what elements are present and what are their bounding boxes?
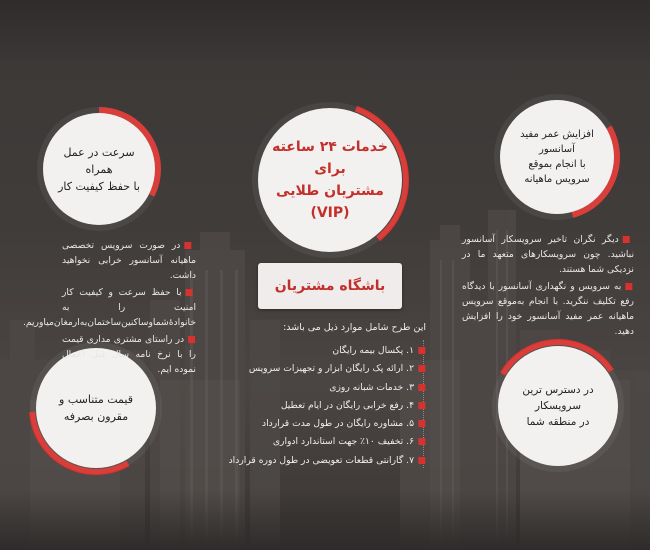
benefit-4: ۴. رفع خرابی رایگان در ایام تعطیل [280, 399, 414, 411]
bottom-dark-band [0, 490, 650, 550]
price-line-1: قیمت متناسب و [59, 393, 133, 406]
list-item: ■ ۱. پکسال بیمه رایگان [332, 345, 426, 356]
price-line-2: مقرون بصرفه [63, 410, 129, 423]
left-p3: در راستای مشتری مداری قیمت را با نرخ نامه سال قبل اعمال نموده ایم. [62, 334, 196, 375]
lifespan-line-3: با انجام بموقع [528, 159, 586, 170]
club-intro: این طرح شامل موارد ذیل می باشد: [283, 322, 426, 333]
vip-line-2: برای [314, 161, 346, 177]
list-item: ■ ۶. تخفیف ۱۰٪ جهت استاندارد ادواری [272, 436, 426, 448]
benefit-1: ۱. پکسال بیمه رایگان [332, 345, 414, 356]
availability-line-1: در دسترس ترین [522, 384, 594, 396]
list-item: ■ ۴. رفع خرابی رایگان در ایام تعطیل [280, 399, 426, 411]
speed-quality-circle [43, 113, 155, 225]
vip-line-1: خدمات ۲۴ ساعته [272, 139, 388, 155]
vip-line-3: مشتریان طلایی (VIP) [276, 183, 384, 221]
list-item: ■ ۳. خدمات شبانه روزی [329, 381, 426, 393]
right-paragraph: ■به سرویس و نگهداری آسانسور با دیدگاه رفع تکلیف ننگرید. با انجام به‌موقع سرویس ماهیانه عمر مفید آسانسور خود را افزایش دهید. [462, 281, 634, 337]
lifespan-line-4: سرویس ماهیانه [524, 174, 590, 185]
right-paragraph: ■دیگر نگران تاخیر سرویسکار آسانسور نباشید. چون سرویسکارهای متعهد ما در نزدیکی شما هستند. [462, 234, 635, 275]
lifespan-line-2: آسانسور [539, 144, 575, 155]
left-text-block [22, 238, 197, 379]
benefit-7: ۷. گارانتی قطعات تعویضی در طول دوره قرارداد [228, 454, 414, 466]
availability-circle [498, 346, 618, 466]
benefit-2: ۲. ارائه پک رایگان ابزار و تجهیزات سرویس [248, 363, 414, 375]
vip-services-circle [258, 108, 402, 252]
benefit-3: ۳. خدمات شبانه روزی [329, 381, 414, 393]
speed-line-2: با حفظ کیفیت کار [58, 179, 140, 193]
left-paragraph: ■با حفظ سرعت و کیفیت کار امنیت را به خانوادۀشماوساکنین‌ساختمان‌به‌ارمغان‌میاوریم. [22, 287, 196, 328]
right-text-block [462, 232, 634, 341]
lifespan-circle [500, 100, 614, 214]
club-benefits-list [229, 342, 426, 470]
benefit-6: ۶. تخفیف ۱۰٪ جهت استاندارد ادواری [272, 436, 414, 448]
speed-line-1: سرعت در عمل همراه [63, 145, 135, 176]
benefit-5: ۵. مشاوره رایگان در طول مدت قرارداد [262, 418, 414, 430]
left-paragraph: ■در راستای مشتری مداری قیمت را با نرخ نامه سال قبل اعمال نموده ایم. [62, 334, 197, 375]
list-item: ■ ۵. مشاوره رایگان در طول مدت قرارداد [262, 418, 426, 430]
list-item: ■ ۲. ارائه پک رایگان ابزار و تجهیزات سرویس [248, 363, 426, 375]
availability-line-2: سرویسکار [534, 400, 582, 412]
left-p2: با حفظ سرعت و کیفیت کار امنیت را به خانوادۀشماوساکنین‌ساختمان‌به‌ارمغان‌میاوریم. [22, 287, 196, 328]
list-item: ■ ۷. گارانتی قطعات تعویضی در طول دوره قرارداد [228, 454, 426, 466]
customer-club-title: باشگاه مشتریان [274, 278, 386, 294]
left-p1: در صورت سرویس تخصصی ماهیانه آسانسور خرابی نخواهید داشت. [62, 240, 196, 281]
right-p1: دیگر نگران تاخیر سرویسکار آسانسور نباشید. چون سرویسکارهای متعهد ما در نزدیکی شما هستند. [462, 234, 634, 275]
lifespan-line-1: افزایش عمر مفید [520, 129, 594, 140]
availability-line-3: در منطقه شما [526, 416, 590, 428]
customer-club-banner [258, 263, 402, 309]
left-paragraph: ■در صورت سرویس تخصصی ماهیانه آسانسور خرابی نخواهید داشت. [62, 240, 196, 281]
right-p2: به سرویس و نگهداری آسانسور با دیدگاه رفع تکلیف ننگرید. با انجام به‌موقع سرویس ماهیانه عمر مفید آسانسور خود را افزایش دهید. [462, 281, 634, 337]
